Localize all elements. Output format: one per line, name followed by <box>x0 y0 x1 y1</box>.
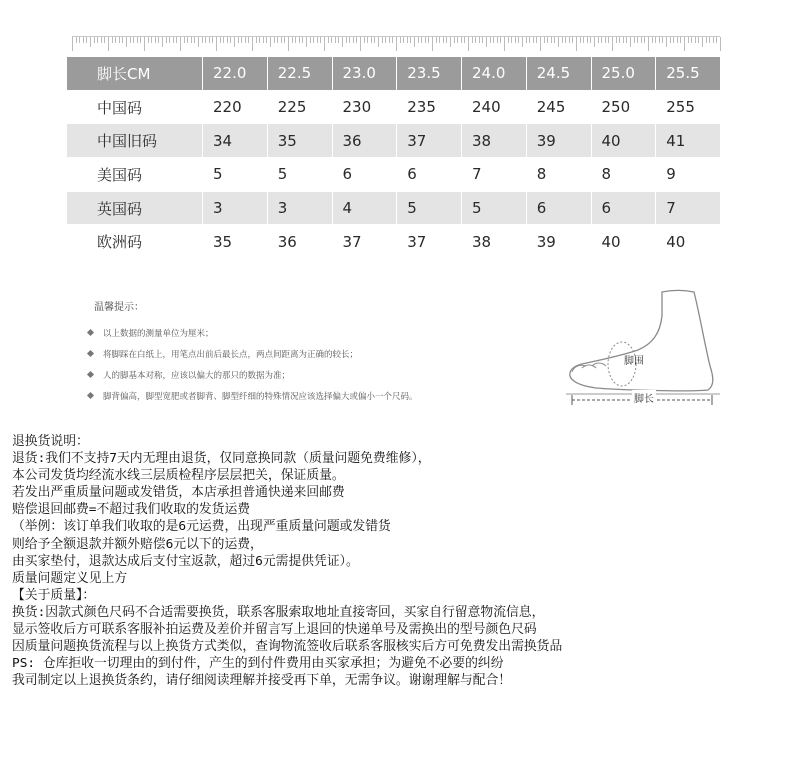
ruler-tick <box>320 37 321 43</box>
size-cell: 7 <box>462 158 527 192</box>
ruler-tick <box>407 37 408 43</box>
ruler-tick <box>572 37 573 43</box>
ruler-tick <box>533 37 534 43</box>
ruler-tick <box>72 37 73 51</box>
ruler-tick <box>562 37 563 43</box>
foot-length-cell: 25.0 <box>591 57 656 91</box>
ruler-tick <box>295 37 296 43</box>
ruler-tick <box>677 37 678 43</box>
size-cell: 39 <box>526 225 591 259</box>
ruler-tick <box>79 37 80 43</box>
size-cell: 40 <box>591 124 656 158</box>
ruler-tick <box>252 37 253 51</box>
ruler-tick <box>490 37 491 43</box>
ruler-tick <box>482 37 483 43</box>
ruler-tick <box>551 37 552 43</box>
ruler-tick <box>241 37 242 43</box>
ruler-tick <box>396 37 397 51</box>
ruler-tick <box>119 37 120 43</box>
ruler-tick <box>418 37 419 43</box>
ruler-tick <box>716 37 717 43</box>
size-chart-row-us <box>67 158 721 192</box>
tip-text: 脚背偏高，脚型宽肥或者脚背、脚型纤细的特殊情况应该选择偏大或偏小一个尺码。 <box>103 391 418 402</box>
ruler-tick <box>194 37 195 43</box>
ruler-tick <box>371 37 372 43</box>
ruler-tick <box>439 37 440 43</box>
size-cell: 5 <box>397 191 462 225</box>
ruler-tick <box>338 37 339 43</box>
size-cell: 250 <box>591 90 656 124</box>
ruler-tick <box>205 37 206 43</box>
ruler-tick <box>212 37 213 43</box>
policy-line: （举例：该订单我们收取的是6元运费，出现严重质量问题或发错货 <box>12 519 391 535</box>
ruler-tick <box>220 37 221 43</box>
size-cell: 240 <box>462 90 527 124</box>
foot-length-cell: 22.0 <box>203 57 268 91</box>
ruler-tick <box>432 37 433 51</box>
foot-length-cell: 24.5 <box>526 57 591 91</box>
ruler-tick <box>583 37 584 43</box>
size-cell: 6 <box>397 158 462 192</box>
size-chart-table <box>66 56 721 259</box>
ruler-tick <box>306 37 307 47</box>
ruler-tick <box>277 37 278 43</box>
ruler-tick <box>508 37 509 43</box>
size-cell: 35 <box>267 124 332 158</box>
ruler-tick <box>666 37 667 47</box>
ruler-tick <box>202 37 203 43</box>
ruler-tick <box>637 37 638 43</box>
ruler-tick <box>155 37 156 43</box>
tip-item <box>86 343 418 364</box>
size-chart-row-china <box>67 90 721 124</box>
ruler-tick <box>378 37 379 47</box>
ruler-tick <box>223 37 224 43</box>
diamond-bullet-icon <box>87 392 94 399</box>
ruler-tick <box>83 37 84 43</box>
size-cell: 3 <box>267 191 332 225</box>
ruler-tick <box>493 37 494 43</box>
foot-length-cell: 23.5 <box>397 57 462 91</box>
ruler-tick <box>144 37 145 51</box>
ruler-tick <box>234 37 235 47</box>
size-cell: 220 <box>203 90 268 124</box>
ruler-tick <box>497 37 498 43</box>
ruler-tick <box>659 37 660 43</box>
ruler-tick <box>158 37 159 43</box>
ruler-tick <box>706 37 707 43</box>
ruler-tick <box>137 37 138 43</box>
ruler-tick <box>425 37 426 43</box>
ruler-tick <box>349 37 350 43</box>
ruler-tick <box>457 37 458 43</box>
ruler-tick <box>673 37 674 43</box>
size-cell: 3 <box>203 191 268 225</box>
ruler-tick <box>313 37 314 43</box>
ruler-tick <box>108 37 109 51</box>
ruler-tick <box>216 37 217 51</box>
foot-length-cell: 22.5 <box>267 57 332 91</box>
diamond-bullet-icon <box>87 371 94 378</box>
foot-length-cell: 24.0 <box>462 57 527 91</box>
size-cell: 6 <box>591 191 656 225</box>
size-cell: 34 <box>203 124 268 158</box>
ruler-tick <box>130 37 131 43</box>
ruler-tick <box>389 37 390 43</box>
size-cell: 36 <box>267 225 332 259</box>
ruler-tick <box>608 37 609 43</box>
size-cell: 38 <box>462 124 527 158</box>
ruler-tick <box>364 37 365 43</box>
return-policy-text <box>12 433 797 689</box>
size-cell: 245 <box>526 90 591 124</box>
ruler-tick <box>504 37 505 51</box>
size-chart-row-eu <box>67 225 721 259</box>
policy-line: 退换货说明： <box>12 434 89 449</box>
ruler-tick <box>515 37 516 43</box>
size-cell: 6 <box>332 158 397 192</box>
ruler-tick <box>522 37 523 47</box>
ruler-tick <box>605 37 606 43</box>
size-cell: 39 <box>526 124 591 158</box>
ruler-tick <box>284 37 285 43</box>
ruler-tick <box>263 37 264 43</box>
size-chart-row-label: 英国码 <box>67 191 203 225</box>
ruler-tick <box>475 37 476 43</box>
ruler-tick <box>299 37 300 43</box>
ruler-tick <box>428 37 429 43</box>
tips-title: 温馨提示： <box>94 302 144 313</box>
ruler-tick <box>691 37 692 43</box>
ruler-tick <box>353 37 354 43</box>
ruler-tick <box>616 37 617 43</box>
size-cell: 8 <box>591 158 656 192</box>
ruler-tick <box>670 37 671 43</box>
policy-line: 【关于质量】： <box>12 587 96 603</box>
ruler-tick <box>274 37 275 43</box>
ruler-tick <box>310 37 311 43</box>
ruler-tick <box>461 37 462 43</box>
ruler-tick <box>288 37 289 51</box>
ruler-tick <box>644 37 645 43</box>
size-cell: 5 <box>462 191 527 225</box>
policy-line: 因质量问题换货流程与以上换货方式类似，查询物流签收后联系客服核实后方可免费发出需换货品 <box>12 639 563 655</box>
ruler-tick <box>302 37 303 43</box>
policy-line: 由买家垫付，退款达成后支付宝返款，超过6元需提供凭证）。 <box>12 553 359 569</box>
ruler-tick <box>126 37 127 47</box>
size-cell: 235 <box>397 90 462 124</box>
ruler-tick <box>328 37 329 43</box>
ruler-tick <box>270 37 271 47</box>
tip-text: 将脚踩在白纸上，用笔点出前后最长点，两点间距离为正确的较长； <box>103 349 359 360</box>
ruler-tick <box>695 37 696 43</box>
tip-item <box>86 322 418 343</box>
ruler-tick <box>76 37 77 43</box>
ruler-tick <box>472 37 473 43</box>
policy-line: 若发出严重质量问题或发错货，本店承担普通快递来回邮费 <box>12 485 345 501</box>
size-chart-row-label: 欧洲码 <box>67 225 203 259</box>
ruler-tick <box>436 37 437 43</box>
ruler-tick <box>374 37 375 43</box>
ruler-tick <box>479 37 480 43</box>
ruler-tick <box>569 37 570 43</box>
ruler-tick <box>547 37 548 43</box>
ruler-tick <box>446 37 447 43</box>
ruler-tick <box>403 37 404 43</box>
tip-item <box>86 385 418 406</box>
ruler-tick <box>173 37 174 43</box>
ruler-tick <box>652 37 653 43</box>
ruler-tick <box>191 37 192 43</box>
ruler-tick <box>346 37 347 43</box>
ruler-tick <box>209 37 210 43</box>
size-chart-header-row <box>67 57 721 91</box>
ruler-tick <box>662 37 663 43</box>
size-chart-header-label: 脚长CM <box>67 57 203 91</box>
tip-text: 以上数据的测量单位为厘米； <box>103 328 214 339</box>
ruler-tick <box>248 37 249 43</box>
ruler-tick <box>281 37 282 43</box>
size-cell: 9 <box>656 158 721 192</box>
policy-line: 退货:我们不支持7天内无理由退货，仅同意换同款（质量问题免费维修）， <box>12 451 431 467</box>
ruler-tick <box>169 37 170 43</box>
ruler-tick <box>709 37 710 43</box>
ruler-tick <box>684 37 685 51</box>
ruler-tick <box>587 37 588 43</box>
foot-girth-label: 脚围 <box>624 356 644 367</box>
ruler-tick <box>526 37 527 43</box>
ruler-tick <box>94 37 95 43</box>
tips-list <box>86 322 418 406</box>
ruler-tick <box>590 37 591 43</box>
ruler-tick <box>97 37 98 43</box>
size-cell: 36 <box>332 124 397 158</box>
ruler-tick <box>688 37 689 43</box>
ruler-tick <box>335 37 336 43</box>
measuring-ruler <box>72 36 720 53</box>
ruler-tick <box>140 37 141 43</box>
policy-line: 换货:因款式颜色尺码不合适需要换货，联系客服索取地址直接寄回，买家自行留意物流信息， <box>12 604 545 620</box>
ruler-tick <box>680 37 681 43</box>
diamond-bullet-icon <box>87 329 94 336</box>
ruler-tick <box>500 37 501 43</box>
ruler-tick <box>565 37 566 43</box>
ruler-tick <box>122 37 123 43</box>
ruler-tick <box>86 37 87 43</box>
size-cell: 37 <box>397 124 462 158</box>
ruler-tick <box>655 37 656 43</box>
ruler-tick <box>713 37 714 43</box>
foot-measurement-illustration <box>560 286 730 408</box>
ruler-tick <box>331 37 332 43</box>
size-cell: 4 <box>332 191 397 225</box>
ruler-tick <box>101 37 102 43</box>
ruler-tick <box>626 37 627 43</box>
ruler-tick <box>230 37 231 43</box>
ruler-tick <box>698 37 699 43</box>
diamond-bullet-icon <box>87 350 94 357</box>
size-cell: 38 <box>462 225 527 259</box>
policy-line: 我司制定以上退换货条约，请仔细阅读理解并接受再下单，无需争议。谢谢理解与配合！ <box>12 673 512 689</box>
ruler-tick <box>648 37 649 51</box>
size-cell: 5 <box>267 158 332 192</box>
policy-line: 赔偿退回邮费=不超过我们收取的发货运费 <box>12 502 251 518</box>
size-cell: 37 <box>332 225 397 259</box>
size-cell: 6 <box>526 191 591 225</box>
ruler-tick <box>184 37 185 43</box>
ruler-tick <box>702 37 703 47</box>
ruler-tick <box>385 37 386 43</box>
ruler-tick <box>356 37 357 43</box>
ruler-tick <box>238 37 239 43</box>
policy-line: 质量问题定义见上方 <box>12 570 128 586</box>
ruler-tick <box>612 37 613 51</box>
ruler-tick <box>176 37 177 43</box>
policy-line: 则给予全额退款并额外赔偿6元以下的运费， <box>12 536 263 552</box>
ruler-tick <box>486 37 487 47</box>
policy-line: PS: 仓库拒收一切理由的到付件，产生的到付件费用由买家承担；为避免不必要的纠纷 <box>12 656 504 672</box>
ruler-tick <box>518 37 519 43</box>
ruler-tick <box>324 37 325 51</box>
ruler-tick <box>623 37 624 43</box>
ruler-tick <box>630 37 631 47</box>
ruler-tick <box>400 37 401 43</box>
ruler-tick <box>342 37 343 47</box>
ruler-tick <box>450 37 451 47</box>
ruler-tick <box>148 37 149 43</box>
ruler-tick <box>227 37 228 43</box>
ruler-tick <box>162 37 163 47</box>
size-chart-row-label: 中国码 <box>67 90 203 124</box>
size-cell: 8 <box>526 158 591 192</box>
ruler-tick <box>544 37 545 43</box>
size-chart-row-label: 美国码 <box>67 158 203 192</box>
ruler-tick <box>198 37 199 47</box>
ruler-tick <box>619 37 620 43</box>
foot-length-cell: 23.0 <box>332 57 397 91</box>
foot-length-cell: 25.5 <box>656 57 721 91</box>
ruler-tick <box>151 37 152 43</box>
ruler-tick <box>634 37 635 43</box>
foot-length-label: 脚长 <box>632 390 656 405</box>
ruler-tick <box>104 37 105 43</box>
ruler-tick <box>464 37 465 43</box>
tip-item <box>86 364 418 385</box>
ruler-tick <box>259 37 260 43</box>
ruler-tick <box>115 37 116 43</box>
size-chart-row-china-old <box>67 124 721 158</box>
ruler-tick <box>576 37 577 51</box>
ruler-tick <box>180 37 181 51</box>
ruler-tick <box>601 37 602 43</box>
ruler-tick <box>166 37 167 43</box>
ruler-tick <box>421 37 422 43</box>
ruler-tick <box>443 37 444 43</box>
size-cell: 40 <box>591 225 656 259</box>
size-cell: 225 <box>267 90 332 124</box>
ruler-tick <box>317 37 318 43</box>
ruler-tick <box>245 37 246 43</box>
ruler-tick <box>540 37 541 51</box>
ruler-tick <box>720 37 721 51</box>
size-cell: 41 <box>656 124 721 158</box>
ruler-tick <box>367 37 368 43</box>
ruler-tick <box>594 37 595 47</box>
ruler-tick <box>392 37 393 43</box>
ruler-tick <box>360 37 361 51</box>
size-cell: 255 <box>656 90 721 124</box>
size-chart-row-uk <box>67 191 721 225</box>
ruler-tick <box>256 37 257 43</box>
size-cell: 5 <box>203 158 268 192</box>
size-cell: 7 <box>656 191 721 225</box>
ruler-tick <box>468 37 469 51</box>
policy-line: 本公司发货均经流水线三层质检程序层层把关，保证质量。 <box>12 468 345 484</box>
ruler-tick <box>511 37 512 43</box>
ruler-tick <box>580 37 581 43</box>
ruler-tick <box>414 37 415 47</box>
ruler-tick <box>529 37 530 43</box>
ruler-tick <box>558 37 559 47</box>
ruler-tick <box>112 37 113 43</box>
ruler-tick <box>410 37 411 43</box>
ruler-tick <box>266 37 267 43</box>
size-cell: 37 <box>397 225 462 259</box>
ruler-tick <box>90 37 91 47</box>
ruler-tick <box>536 37 537 43</box>
ruler-tick <box>454 37 455 43</box>
ruler-tick <box>133 37 134 43</box>
size-cell: 230 <box>332 90 397 124</box>
ruler-tick <box>382 37 383 43</box>
size-chart-row-label: 中国旧码 <box>67 124 203 158</box>
ruler-tick <box>598 37 599 43</box>
policy-line: 显示签收后方可联系客服补拍运费及差价并留言写上退回的快递单号及需换出的型号颜色尺码 <box>12 622 537 638</box>
ruler-tick <box>292 37 293 43</box>
tip-text: 人的脚基本对称，应该以偏大的那只的数据为准； <box>103 370 291 381</box>
ruler-tick <box>554 37 555 43</box>
size-cell: 35 <box>203 225 268 259</box>
size-cell: 40 <box>656 225 721 259</box>
ruler-tick <box>187 37 188 43</box>
ruler-tick <box>641 37 642 43</box>
